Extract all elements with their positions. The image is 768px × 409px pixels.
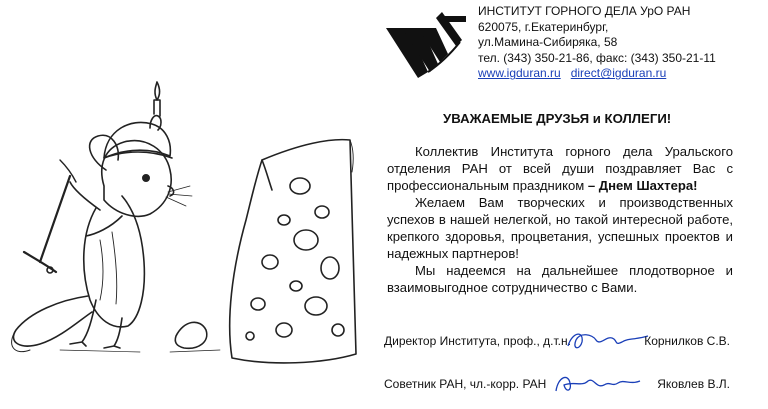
holiday-name: – Днем Шахтера!: [587, 178, 698, 193]
paragraph-3: Мы надеемся на дальнейшее плодотворное и взаимовыгодное сотрудничество с Вами.: [387, 263, 733, 295]
signer-name: Яковлев В.Л.: [657, 377, 730, 391]
letterhead: [478, 4, 763, 82]
letter-body: [387, 143, 733, 296]
greeting-heading: УВАЖАЕМЫЕ ДРУЗЬЯ и КОЛЛЕГИ!: [443, 111, 672, 126]
institute-logo: [382, 10, 468, 80]
phone-fax: тел. (343) 350-21-86, факс: (343) 350-21-11: [478, 50, 716, 65]
miner-mouse-cheese-illustration: [0, 0, 370, 409]
institute-name: ИНСТИТУТ ГОРНОГО ДЕЛА УрО РАН: [478, 4, 691, 18]
handwritten-signature: [552, 367, 642, 397]
signature-row-advisor: [384, 367, 734, 395]
paragraph-1: [387, 143, 733, 194]
website-link[interactable]: www.igduran.ru: [478, 66, 561, 81]
paragraph-1-text: Коллектив Института горного дела Уральского отделения РАН от всей души поздравляет Вас с профессиональным праздником: [387, 144, 733, 193]
paragraph-2: Желаем Вам творческих и производственных успехов в нашей нелегкой, но такой интересной работе, крепкого здоровья, процветания, успешных проектов и надежных партнеров!: [387, 195, 733, 261]
signature-row-director: [384, 324, 734, 352]
street-address: ул.Мамина-Сибиряка, 58: [478, 35, 618, 50]
postcode-city: 620075, г.Екатеринбург,: [478, 19, 609, 34]
handwritten-signature: [562, 324, 652, 354]
signer-title: Директор Института, проф., д.т.н.: [384, 334, 571, 348]
contact-links: [478, 66, 763, 82]
signer-title: Советник РАН, чл.-корр. РАН: [384, 377, 547, 391]
email-link[interactable]: direct@igduran.ru: [570, 66, 667, 81]
signer-name: Корнилков С.В.: [644, 334, 730, 348]
